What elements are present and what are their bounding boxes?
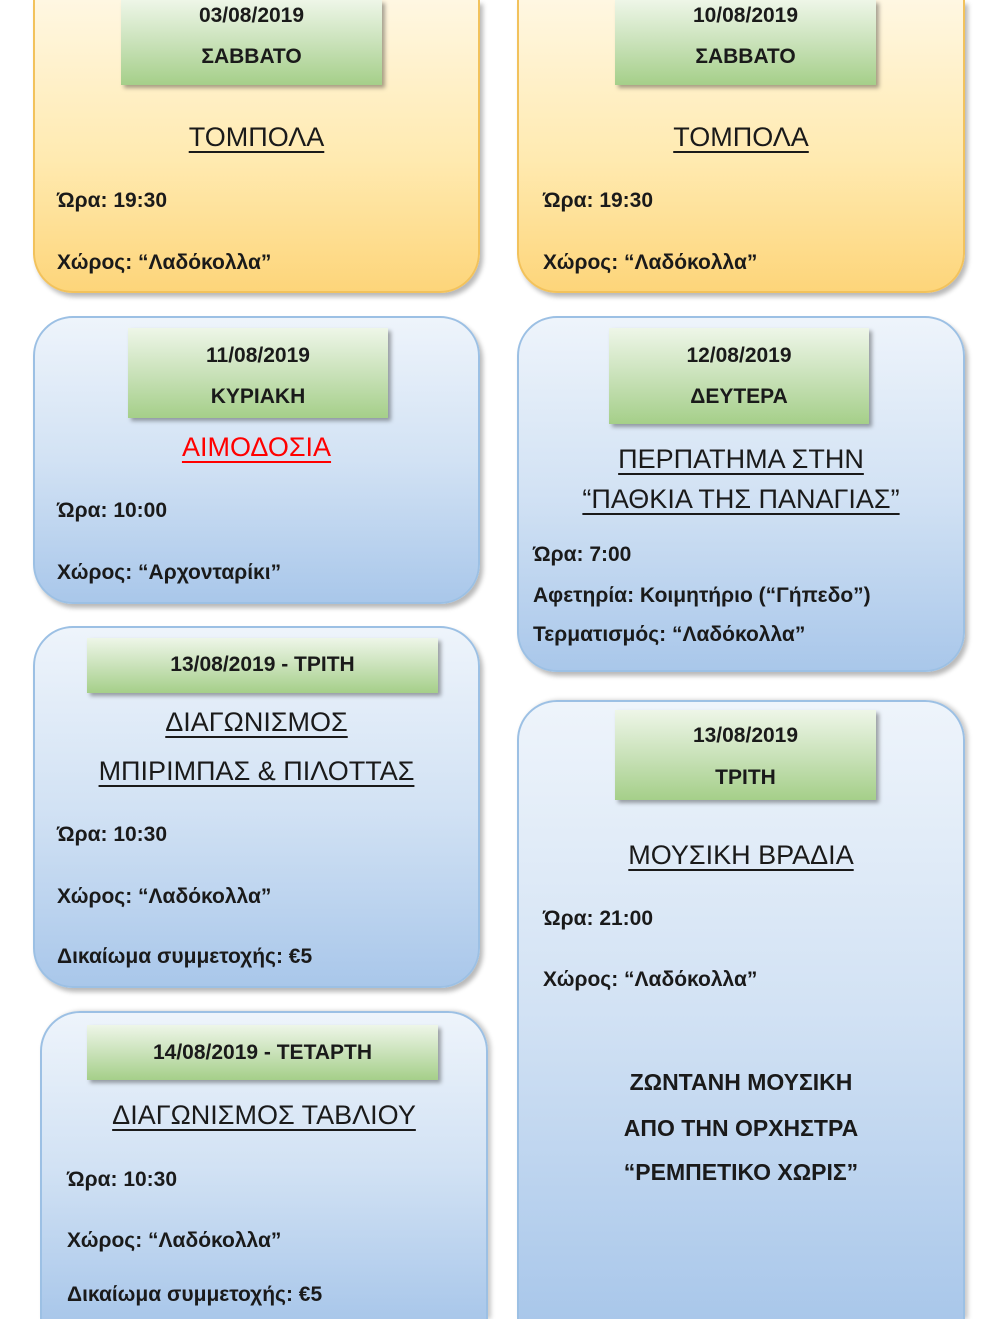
event-note-line-2: ΑΠΟ ΤΗΝ ΟΡΧΗΣΤΡΑ bbox=[623, 1115, 859, 1141]
event-date-day: 14/08/2019 - ΤΕΤΑΡΤΗ bbox=[152, 1041, 373, 1064]
event-entry-fee: Δικαίωμα συμμετοχής: €5 bbox=[57, 945, 313, 968]
event-end-point: Τερματισμός: “Λαδόκολλα” bbox=[533, 623, 806, 646]
date-header bbox=[609, 328, 869, 424]
event-card-tombola-1008 bbox=[517, 0, 965, 293]
event-time: Ώρα: 10:30 bbox=[67, 1168, 178, 1191]
event-card-tombola-0308 bbox=[33, 0, 480, 293]
event-note-line-1: ΖΩΝΤΑΝΗ ΜΟΥΣΙΚΗ bbox=[629, 1069, 853, 1095]
event-time: Ώρα: 19:30 bbox=[57, 189, 168, 212]
event-venue: Χώρος: “Αρχονταρίκι” bbox=[57, 561, 282, 584]
event-time: Ώρα: 10:30 bbox=[57, 823, 168, 846]
event-card-walk bbox=[517, 316, 965, 672]
date-header bbox=[87, 638, 438, 693]
event-date: 13/08/2019 bbox=[692, 724, 799, 747]
event-title-line-2: ΜΠΙΡΙΜΠΑΣ & ΠΙΛΟΤΤΑΣ bbox=[98, 756, 415, 786]
event-venue: Χώρος: “Λαδόκολλα” bbox=[57, 251, 272, 274]
event-day: ΚΥΡΙΑΚΗ bbox=[210, 385, 306, 408]
date-header bbox=[615, 710, 876, 800]
event-title: ΑΙΜΟΔΟΣΙΑ bbox=[181, 432, 332, 462]
event-title: ΤΟΜΠΟΛΑ bbox=[673, 122, 809, 152]
event-day: ΣΑΒΒΑΤΟ bbox=[201, 45, 302, 68]
event-venue: Χώρος: “Λαδόκολλα” bbox=[57, 885, 272, 908]
event-card-backgammon-contest bbox=[40, 1011, 488, 1319]
event-title-line-1: ΠΕΡΠΑΤΗΜΑ ΣΤΗΝ bbox=[618, 444, 864, 474]
event-title: ΔΙΑΓΩΝΙΣΜΟΣ ΤΑΒΛΙΟΥ bbox=[112, 1100, 416, 1130]
event-day: ΣΑΒΒΑΤΟ bbox=[695, 45, 796, 68]
event-date: 12/08/2019 bbox=[686, 344, 792, 367]
event-venue: Χώρος: “Λαδόκολλα” bbox=[67, 1229, 282, 1252]
event-date-day: 13/08/2019 - ΤΡΙΤΗ bbox=[170, 653, 355, 676]
event-start-point: Αφετηρία: Κοιμητήριο (“Γήπεδο”) bbox=[533, 584, 871, 607]
event-venue: Χώρος: “Λαδόκολλα” bbox=[543, 968, 758, 991]
date-header bbox=[87, 1025, 438, 1080]
event-note-line-3: “ΡΕΜΠΕΤΙΚΟ ΧΩΡΙΣ” bbox=[623, 1159, 859, 1185]
event-time: Ώρα: 19:30 bbox=[543, 189, 654, 212]
date-header bbox=[121, 0, 382, 85]
event-date: 03/08/2019 bbox=[198, 4, 305, 27]
event-day: ΔΕΥΤΕΡΑ bbox=[690, 385, 788, 408]
event-day: ΤΡΙΤΗ bbox=[715, 766, 776, 789]
event-card-card-game-contest bbox=[33, 626, 480, 988]
date-header bbox=[128, 328, 388, 418]
event-entry-fee: Δικαίωμα συμμετοχής: €5 bbox=[67, 1283, 323, 1306]
event-time: Ώρα: 10:00 bbox=[57, 499, 168, 522]
event-date: 10/08/2019 bbox=[692, 4, 799, 27]
event-date: 11/08/2019 bbox=[206, 344, 310, 367]
date-header bbox=[615, 0, 876, 85]
event-title-line-1: ΔΙΑΓΩΝΙΣΜΟΣ bbox=[165, 707, 348, 737]
event-title-line-2: “ΠΑΘΚΙΑ ΤΗΣ ΠΑΝΑΓΙΑΣ” bbox=[582, 484, 900, 514]
event-title: ΤΟΜΠΟΛΑ bbox=[188, 122, 325, 152]
event-card-blood-donation bbox=[33, 316, 480, 604]
event-venue: Χώρος: “Λαδόκολλα” bbox=[543, 251, 758, 274]
event-time: Ώρα: 21:00 bbox=[543, 907, 654, 930]
event-title: ΜΟΥΣΙΚΗ ΒΡΑΔΙΑ bbox=[628, 840, 854, 870]
event-time: Ώρα: 7:00 bbox=[533, 543, 632, 566]
event-card-music-night bbox=[517, 700, 965, 1319]
